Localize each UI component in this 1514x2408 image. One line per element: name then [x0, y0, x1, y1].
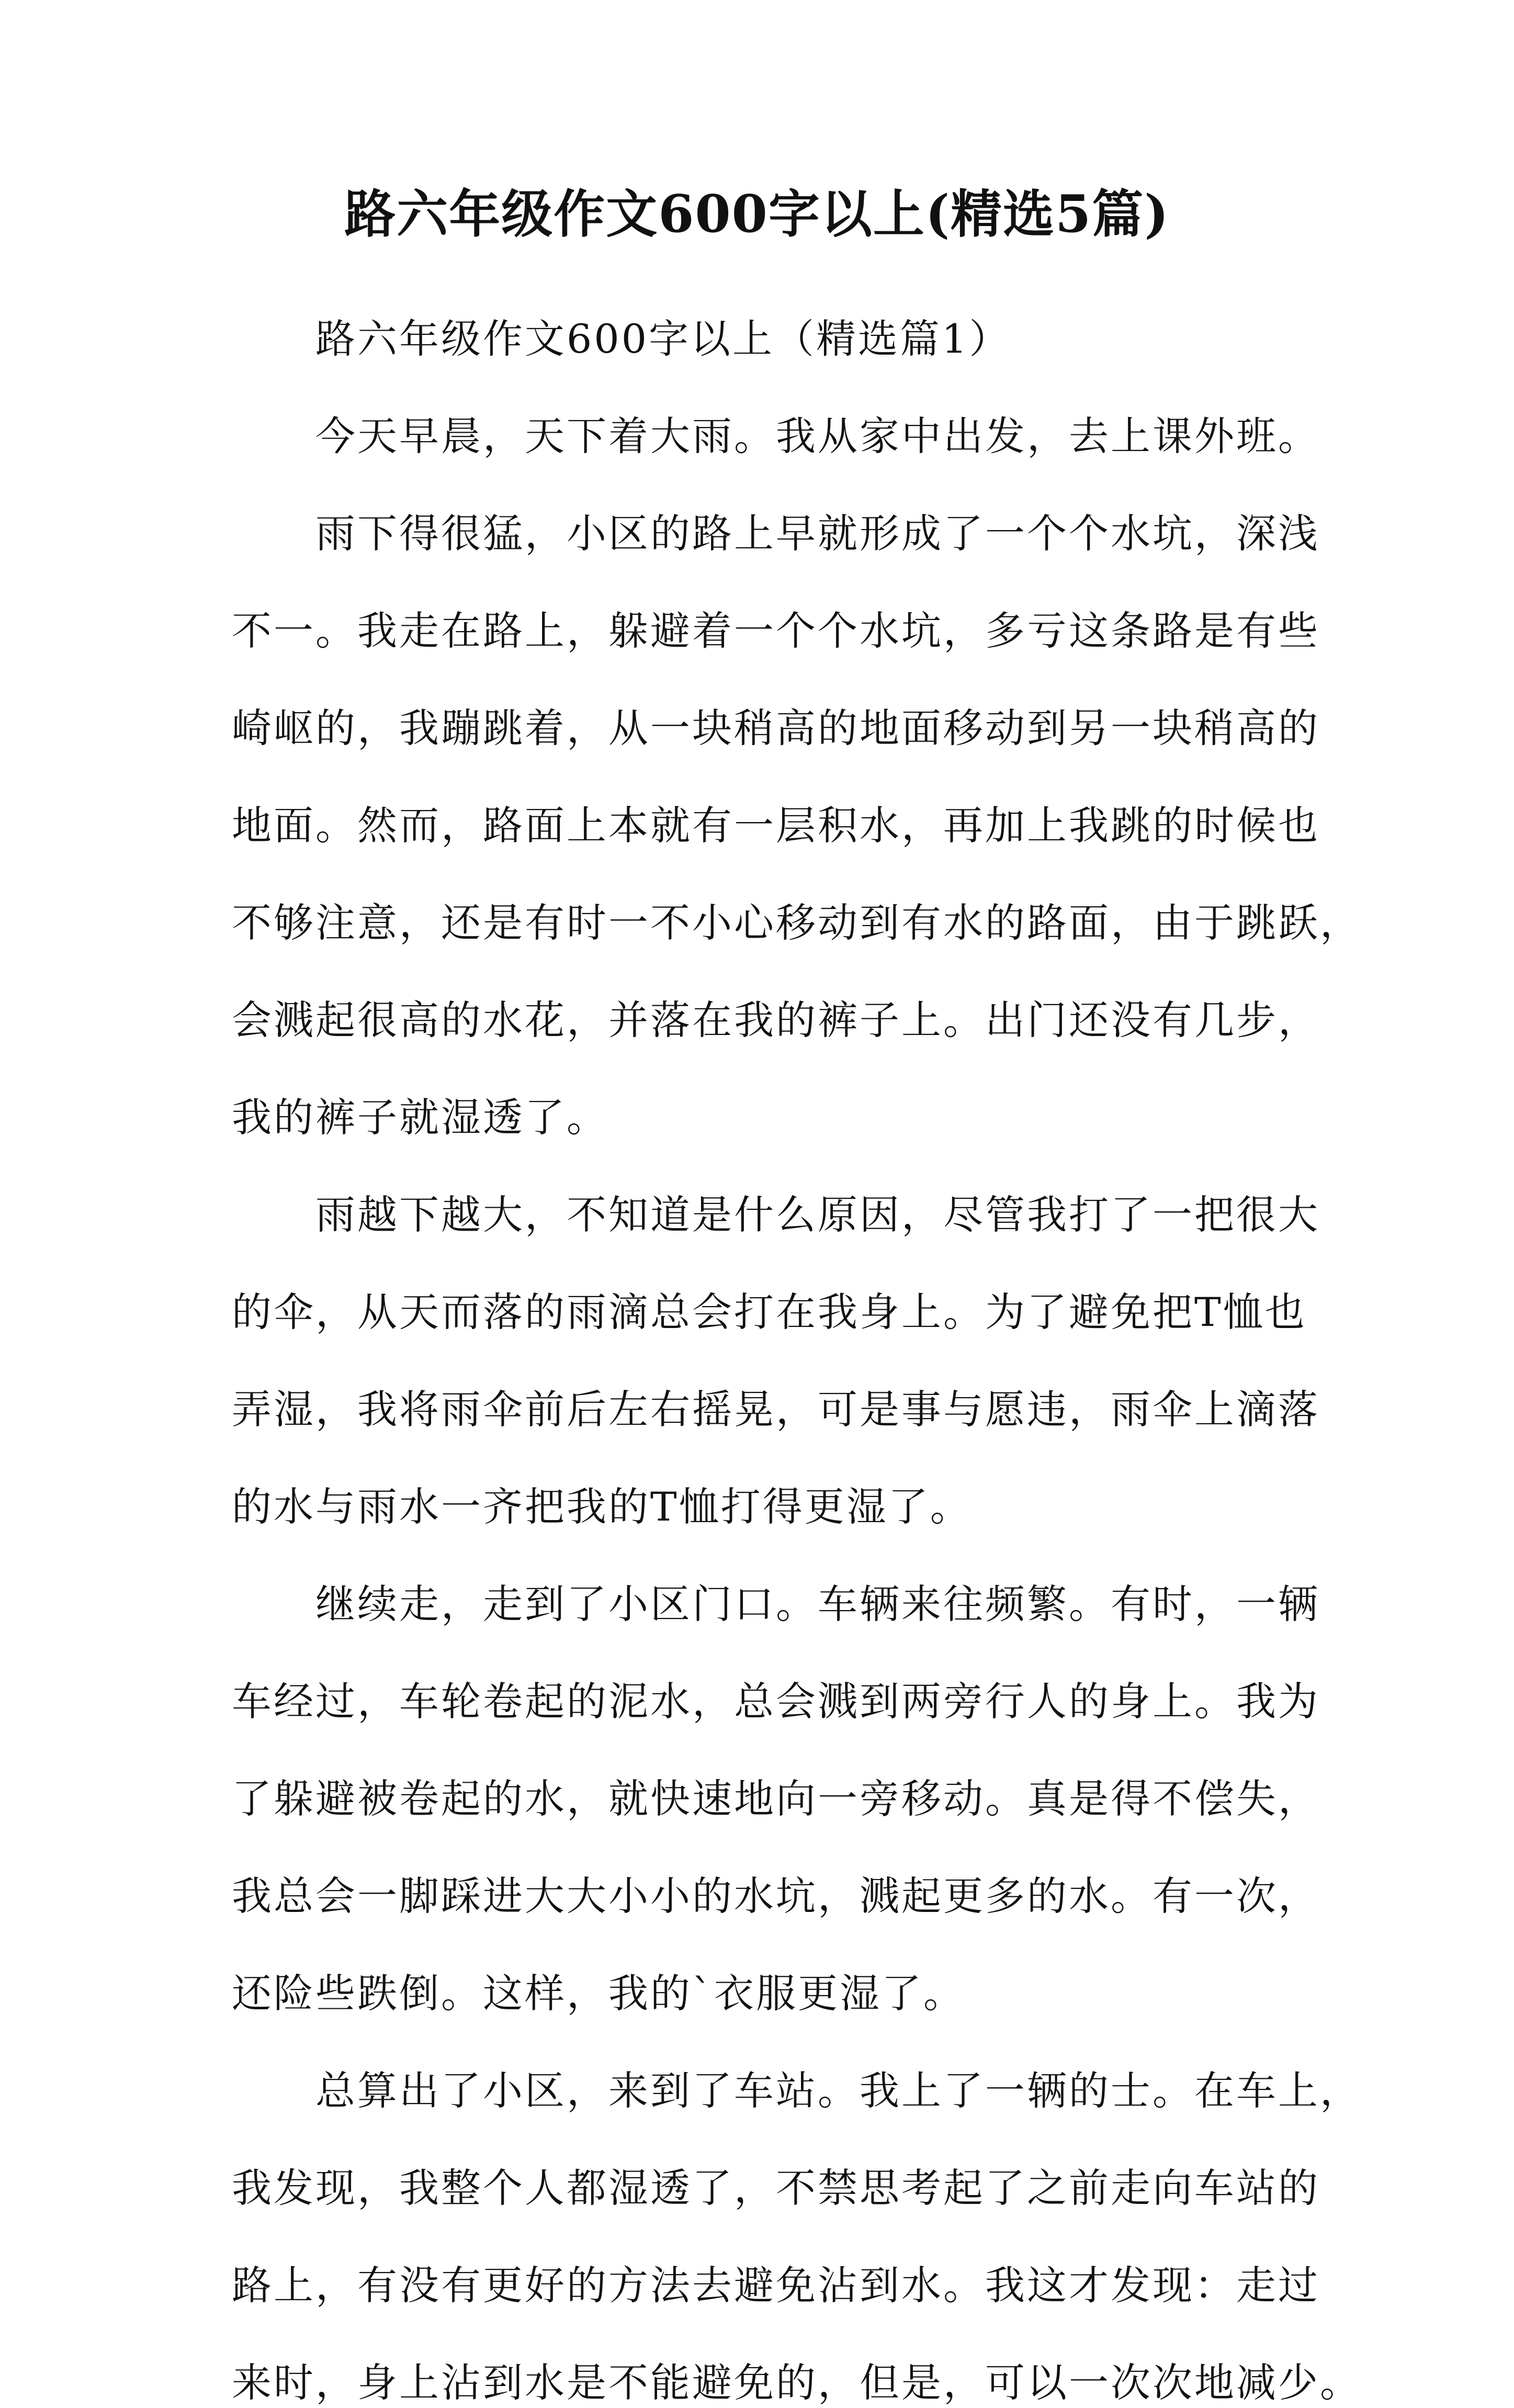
paragraph-line: 不够注意，还是有时一不小心移动到有水的路面，由于跳跃， [232, 899, 1362, 946]
paragraph-line: 来时，身上沾到水是不能避免的，但是，可以一次次地减少。 [232, 2359, 1362, 2406]
paragraph-line: 我发现，我整个人都湿透了，不禁思考起了之前走向车站的 [232, 2165, 1320, 2211]
paragraph-line: 车经过，车轮卷起的泥水，总会溅到两旁行人的身上。我为 [232, 1678, 1320, 1725]
paragraph-line: 的水与雨水一齐把我的T恤打得更湿了。 [232, 1483, 972, 1530]
paragraph-line: 我总会一脚踩进大大小小的水坑，溅起更多的水。有一次， [232, 1873, 1320, 1919]
paragraph-line: 弄湿，我将雨伞前后左右摇晃，可是事与愿违，雨伞上滴落 [232, 1386, 1320, 1433]
paragraph-line: 还险些跌倒。这样，我的`衣服更湿了。 [232, 1970, 965, 2017]
section-heading: 路六年级作文600字以上（精选篇1） [315, 316, 1011, 362]
paragraph-line: 继续走，走到了小区门口。车辆来往频繁。有时，一辆 [315, 1581, 1320, 1627]
paragraph-line: 雨越下越大，不知道是什么原因，尽管我打了一把很大 [315, 1191, 1320, 1238]
paragraph-line: 雨下得很猛，小区的路上早就形成了一个个水坑，深浅 [315, 510, 1320, 557]
paragraph-line: 总算出了小区，来到了车站。我上了一辆的士。在车上， [315, 2067, 1362, 2114]
paragraph-line: 会溅起很高的水花，并落在我的裤子上。出门还没有几步， [232, 997, 1320, 1043]
document-title: 路六年级作文600字以上(精选5篇) [344, 184, 1170, 244]
paragraph-line: 地面。然而，路面上本就有一层积水，再加上我跳的时候也 [232, 802, 1320, 849]
paragraph-line: 我的裤子就湿透了。 [232, 1094, 608, 1141]
paragraph-line: 的伞，从天而落的雨滴总会打在我身上。为了避免把T恤也 [232, 1289, 1307, 1335]
paragraph-line: 崎岖的，我蹦跳着，从一块稍高的地面移动到另一块稍高的 [232, 705, 1320, 751]
paragraph-line: 路上，有没有更好的方法去避免沾到水。我这才发现：走过 [232, 2262, 1320, 2309]
paragraph-line: 不一。我走在路上，躲避着一个个水坑，多亏这条路是有些 [232, 607, 1320, 654]
paragraph-line: 今天早晨，天下着大雨。我从家中出发，去上课外班。 [315, 413, 1320, 459]
paragraph-line: 了躲避被卷起的水，就快速地向一旁移动。真是得不偿失， [232, 1775, 1320, 1822]
